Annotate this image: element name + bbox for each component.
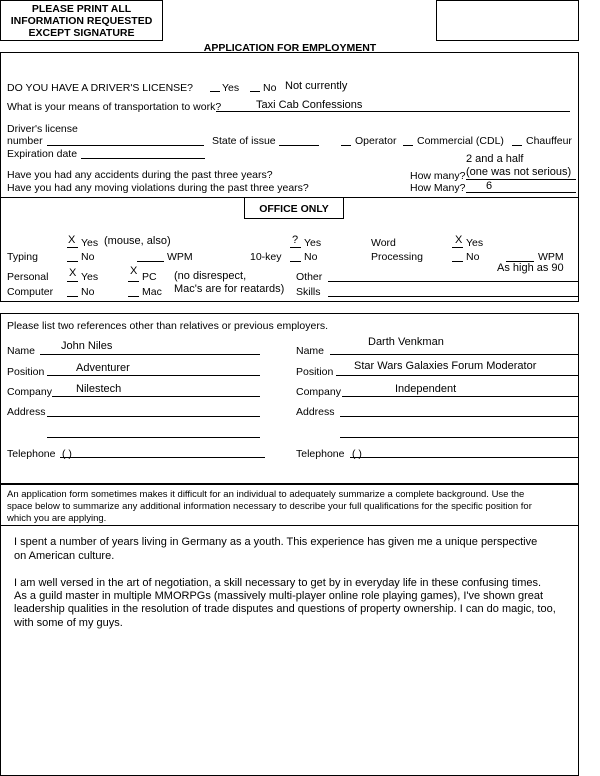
typing-yes-blank[interactable] [67, 247, 78, 248]
typing-no-label: No [81, 251, 95, 263]
how-many-label-2: How Many? [410, 182, 466, 194]
summary-section [0, 484, 579, 776]
word-mark: X [455, 234, 463, 246]
operator-label: Operator [355, 135, 397, 147]
accidents-question: Have you had any accidents during the past three years? [7, 169, 273, 181]
skills-label: Skills [296, 286, 321, 298]
page-title: APPLICATION FOR EMPLOYMENT [203, 42, 377, 54]
mac-type-blank[interactable] [128, 296, 139, 297]
pc-no-label: No [81, 286, 95, 298]
license-no-blank[interactable] [250, 91, 260, 92]
ref2-telephone-paren: ( ) [352, 448, 362, 460]
summary-instruction-1: An application form sometimes makes it difficult for an individual to adequately summarize a complete background. Use the [7, 489, 525, 500]
dl-label-2: number [7, 135, 43, 147]
dl-number-line[interactable] [47, 145, 204, 146]
instruction-line-1: PLEASE PRINT ALL [31, 3, 132, 15]
ref1-name-label: Name [7, 345, 36, 357]
ref1-name-value: John Niles [61, 340, 113, 352]
license-no-label: No [263, 82, 277, 94]
summary-text-line: I am well versed in the art of negotiation, a skill necessary to get by in everyday life in these confusing times. [14, 577, 542, 589]
tenkey-no-blank[interactable] [290, 261, 301, 262]
pc-mark: X [69, 267, 77, 279]
ref1-company-value: Nilestech [76, 383, 122, 395]
tenkey-label: 10-key [250, 251, 282, 263]
ref1-position-label: Position [7, 366, 45, 378]
ref2-telephone-line[interactable] [350, 457, 578, 458]
word-label-1: Word [371, 237, 396, 249]
commercial-blank[interactable] [403, 145, 413, 146]
pc-type-mark: X [130, 265, 138, 277]
dl-label-1: Driver's license [7, 123, 78, 135]
ref1-company-line[interactable] [52, 396, 260, 397]
license-answer: Not currently [285, 80, 348, 92]
accidents-value-2: (one was not serious) [466, 166, 572, 178]
ref2-position-line[interactable] [336, 375, 578, 376]
word-note: As high as 90 [497, 262, 564, 274]
other-line[interactable] [328, 281, 578, 282]
ref1-address-line-2[interactable] [47, 437, 260, 438]
transport-line[interactable] [216, 111, 570, 112]
ref1-name-line[interactable] [40, 354, 260, 355]
transport-value: Taxi Cab Confessions [256, 99, 363, 111]
transport-label: What is your means of transportation to work? [7, 101, 222, 113]
skills-line[interactable] [328, 296, 578, 297]
ref2-company-label: Company [296, 386, 341, 398]
license-question: DO YOU HAVE A DRIVER'S LICENSE? [7, 82, 194, 94]
word-wpm-label: WPM [538, 251, 564, 263]
chauffeur-blank[interactable] [512, 145, 522, 146]
ref1-position-line[interactable] [47, 375, 260, 376]
accidents-line[interactable] [466, 179, 576, 180]
typing-wpm-label: WPM [167, 251, 193, 263]
tenkey-yes-blank[interactable] [290, 247, 301, 248]
pc-yes-blank[interactable] [67, 281, 78, 282]
summary-instruction-2: space below to summarize any additional information necessary to describe your full qualifications for the specific position for [7, 501, 532, 512]
instruction-line-3: EXCEPT SIGNATURE [28, 27, 135, 39]
ref2-name-label: Name [296, 345, 325, 357]
tenkey-yes-label: Yes [304, 237, 322, 249]
typing-note: (mouse, also) [104, 235, 171, 247]
ref2-address-line-2[interactable] [340, 437, 578, 438]
summary-text-line: with some of my guys. [14, 617, 123, 629]
ref2-company-line[interactable] [342, 396, 578, 397]
operator-blank[interactable] [341, 145, 351, 146]
summary-text-line: I spent a number of years living in Germany as a youth. This experience has given me a unique perspective [14, 536, 538, 548]
word-no-label: No [466, 251, 480, 263]
other-label: Other [296, 271, 323, 283]
tenkey-no-label: No [304, 251, 318, 263]
ref1-telephone-paren: ( ) [62, 448, 72, 460]
summary-instruction-3: which you are applying. [7, 513, 107, 524]
ref2-company-value: Independent [395, 383, 457, 395]
ref1-telephone-label: Telephone [7, 448, 56, 460]
references-section [0, 313, 579, 484]
typing-label: Typing [7, 251, 38, 263]
typing-no-blank[interactable] [67, 261, 78, 262]
word-no-blank[interactable] [452, 261, 463, 262]
pc-label-2: Computer [7, 286, 54, 298]
how-many-label-1: How many? [410, 170, 466, 182]
pc-note-1: (no disrespect, [174, 270, 247, 282]
pc-yes-label: Yes [81, 271, 99, 283]
office-only-title: OFFICE ONLY [259, 203, 329, 215]
pc-label-1: Personal [7, 271, 49, 283]
ref2-position-value: Star Wars Galaxies Forum Moderator [354, 360, 537, 372]
pc-type-blank[interactable] [128, 281, 139, 282]
references-instruction: Please list two references other than relatives or previous employers. [7, 320, 328, 332]
office-use-box [436, 0, 579, 41]
ref1-address-line-1[interactable] [47, 416, 260, 417]
ref2-name-line[interactable] [330, 354, 578, 355]
ref1-address-label: Address [7, 406, 46, 418]
violations-question: Have you had any moving violations during the past three years? [7, 182, 309, 194]
word-yes-blank[interactable] [452, 247, 463, 248]
typing-wpm-line[interactable] [137, 261, 164, 262]
summary-text-line: leadership qualities in the resolution of trade disputes and questions of property ownership. I can do magic, too, [14, 603, 556, 615]
word-yes-label: Yes [466, 237, 484, 249]
typing-yes-label: Yes [81, 237, 99, 249]
word-label-2: Processing [371, 251, 423, 263]
ref2-address-label: Address [296, 406, 335, 418]
license-yes-blank[interactable] [210, 91, 220, 92]
ref2-name-value: Darth Venkman [368, 336, 444, 348]
accidents-value-1: 2 and a half [466, 153, 524, 165]
mac-type-label: Mac [142, 286, 162, 298]
pc-note-2: Mac's are for reatards) [174, 283, 285, 295]
ref2-position-label: Position [296, 366, 334, 378]
expiration-line[interactable] [81, 158, 205, 159]
pc-type-label: PC [142, 271, 157, 283]
state-line[interactable] [279, 145, 319, 146]
violations-value: 6 [486, 180, 493, 192]
summary-text-line: As a guild master in multiple MMORPGs (massively multi-player online role playing games), I've shown great [14, 590, 544, 602]
expiration-label: Expiration date [7, 148, 78, 160]
instruction-line-2: INFORMATION REQUESTED [10, 15, 153, 27]
ref2-telephone-label: Telephone [296, 448, 345, 460]
tenkey-mark: ? [292, 234, 299, 246]
chauffeur-label: Chauffeur [526, 135, 572, 147]
summary-text-line: on American culture. [14, 550, 115, 562]
commercial-label: Commercial (CDL) [417, 135, 504, 147]
license-yes-label: Yes [222, 82, 240, 94]
state-label: State of issue [212, 135, 276, 147]
summary-divider [0, 525, 579, 526]
violations-line[interactable] [466, 192, 576, 193]
pc-no-blank[interactable] [67, 296, 78, 297]
ref1-telephone-line[interactable] [60, 457, 265, 458]
ref1-company-label: Company [7, 386, 52, 398]
ref2-address-line-1[interactable] [340, 416, 578, 417]
ref1-position-value: Adventurer [76, 362, 130, 374]
typing-mark: X [68, 234, 76, 246]
